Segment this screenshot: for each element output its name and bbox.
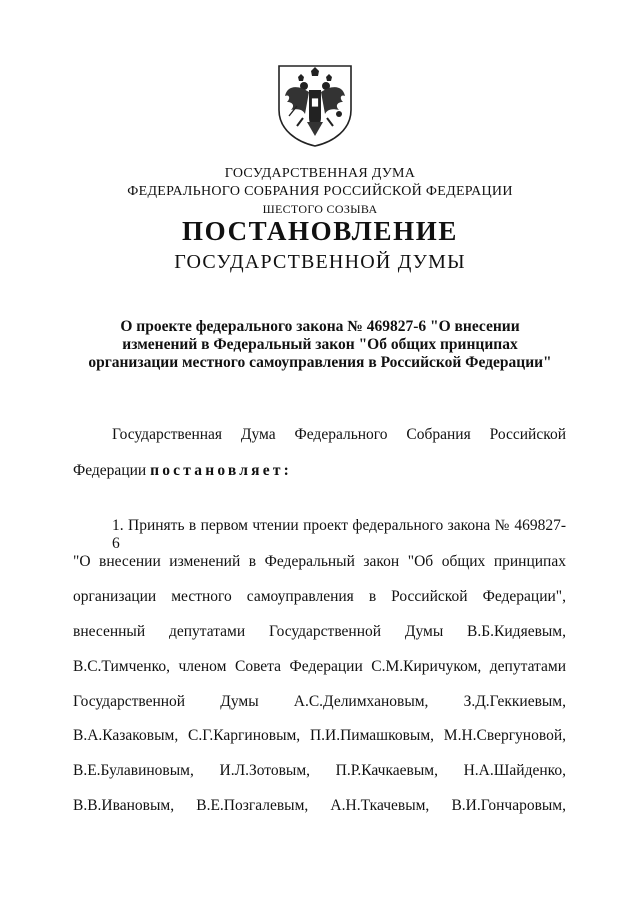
document-issuer: ГОСУДАРСТВЕННОЙ ДУМЫ: [174, 251, 466, 273]
convocation-label: ШЕСТОГО СОЗЫВА: [262, 202, 378, 216]
subject-line: изменений в Федеральный закон "Об общих принципах: [122, 336, 518, 353]
paragraph-1-line: Государственной Думы А.С.Делимхановым, З.Д.Геккиевым,: [73, 693, 566, 710]
preamble-line-2: [73, 462, 566, 480]
paragraph-1-line: В.В.Ивановым, В.Е.Позгалевым, А.Н.Ткачевым, В.И.Гончаровым,: [73, 797, 566, 814]
subject-line: организации местного самоуправления в Российской Федерации": [88, 354, 552, 371]
russian-coat-of-arms-icon: [273, 62, 357, 148]
org-name-line-1: ГОСУДАРСТВЕННАЯ ДУМА: [224, 166, 416, 181]
paragraph-1-line: В.А.Казаковым, С.Г.Каргиновым, П.И.Пимашковым, М.Н.Свергуновой,: [73, 727, 566, 744]
preamble-line-1: Государственная Дума Федерального Собрания Российской: [112, 426, 566, 443]
org-name-line-2: ФЕДЕРАЛЬНОГО СОБРАНИЯ РОССИЙСКОЙ ФЕДЕРАЦИИ: [127, 184, 513, 199]
paragraph-1-line: В.Е.Булавиновым, И.Л.Зотовым, П.Р.Качкаевым, Н.А.Шайденко,: [73, 762, 566, 779]
paragraph-1-line: В.С.Тимченко, членом Совета Федерации С.М.Киричуком, депутатами: [73, 658, 566, 675]
decree-word: постановляет:: [150, 462, 292, 479]
paragraph-1-line: 1. Принять в первом чтении проект федерального закона № 469827-6: [112, 517, 566, 552]
paragraph-1-line: организации местного самоуправления в Российской Федерации",: [73, 588, 566, 605]
subject-line: О проекте федерального закона № 469827-6 "О внесении: [120, 318, 520, 335]
document-type-title: ПОСТАНОВЛЕНИЕ: [182, 216, 458, 246]
preamble-text: Федерации: [73, 462, 147, 479]
document-subject: [80, 318, 560, 372]
paragraph-1-line: внесенный депутатами Государственной Думы В.Б.Кидяевым,: [73, 623, 566, 640]
paragraph-1-line: "О внесении изменений в Федеральный закон "Об общих принципах: [73, 553, 566, 570]
